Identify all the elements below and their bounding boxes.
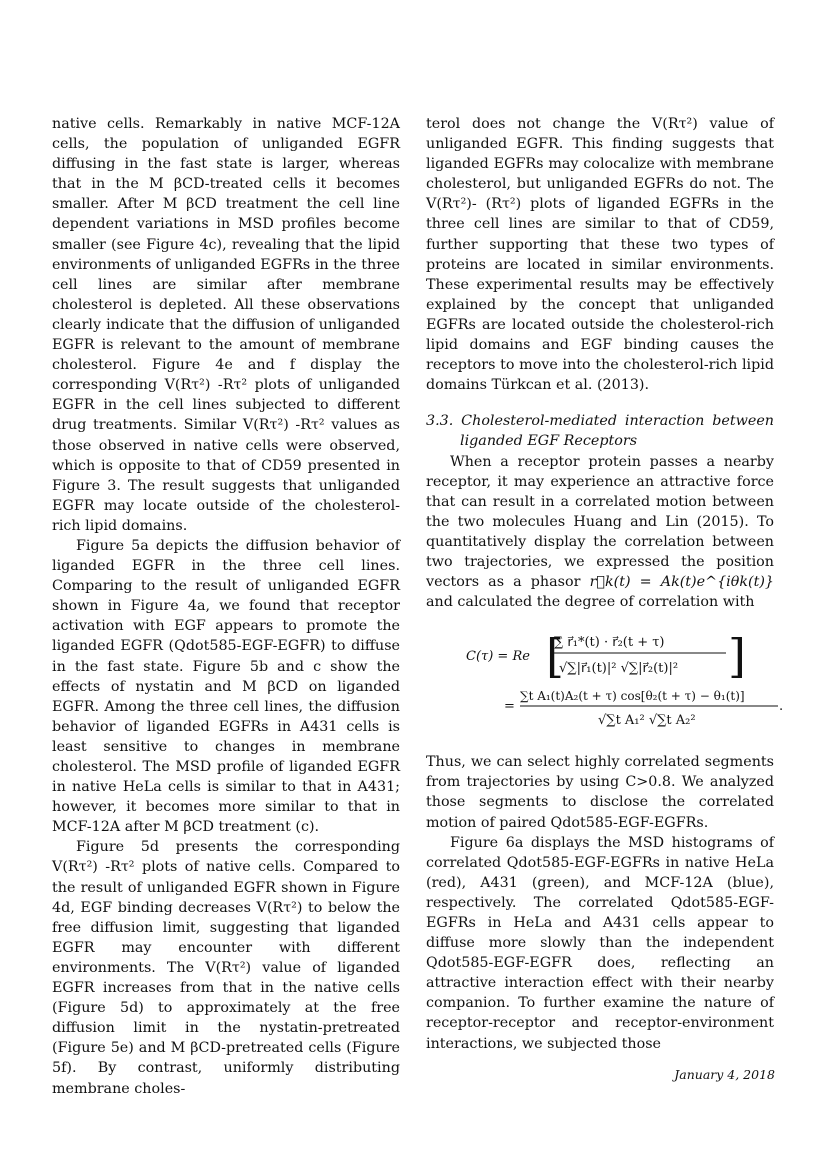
right-paragraph-1: terol does not change the V(Rτ²) value of unliganded EGFR. This finding suggests that liganded EGFRs may colocalize with membrane cholesterol, but unliganded EGFRs do not. The V(Rτ²)- (Rτ²) plots of liganded EGFRs in the three cell lines are similar to that of CD59, further supporting that these two types of proteins are located in similar environments. These experimental results may be effectively explained by the concept that unliganded EGFRs are located outside the cholesterol-rich lipid domains and EGF binding causes the receptors to move into the cholesterol-rich lipid domains Türkcan et al. (2013). <box>426 116 774 394</box>
phasor-text-after: and calculated the degree of correlation with <box>426 594 755 611</box>
equation-svg <box>426 626 786 736</box>
eq-period: . <box>779 699 784 715</box>
right-column <box>426 114 784 1054</box>
eq-lhs: C(τ) = Re <box>466 649 530 665</box>
eq-denominator-1: √∑|r⃗₁(t)|² √∑|r⃗₂(t)|² <box>559 661 679 677</box>
correlation-equation <box>426 626 784 736</box>
eq-equals: = <box>504 699 515 715</box>
left-paragraph-3: Figure 5d presents the corresponding V(Rτ²) -Rτ² plots of native cells. Compared to the result of unliganded EGFR shown in Figure 4d, EGF binding decreases V(Rτ²) to below the free diffusion limit, suggesting that liganded EGFR may encounter with different environments. The V(Rτ²) value of liganded EGFR increases from that in the native cells (Figure 5d) to approximately at the free diffusion limit in the nystatin-pretreated (Figure 5e) and M βCD-pretreated cells (Figure 5f). By contrast, uniformly distributing membrane choles- <box>52 839 400 1097</box>
right-paragraph-2 <box>426 452 774 613</box>
eq-numerator-1: ∑ r⃗₁*(t) · r⃗₂(t + τ) <box>554 635 665 651</box>
right-paragraph-3: Thus, we can select highly correlated segments from trajectories by using C>0.8. We analyzed those segments to disclose the correlated motion of paired Qdot585-EGF-EGFRs. <box>426 754 774 831</box>
left-paragraph-1: native cells. Remarkably in native MCF-12A cells, the population of unliganded EGFR diffusing in the fast state is larger, whereas that in the M βCD-treated cells it becomes smaller. After M βCD treatment the cell line dependent variations in MSD profiles become smaller (see Figure 4c), revealing that the lipid environments of unliganded EGFRs in the three cell lines are similar after membrane cholesterol is depleted. All these observations clearly indicate that the diffusion of unliganded EGFR is relevant to the amount of membrane cholesterol. Figure 4e and f display the corresponding V(Rτ²) -Rτ² plots of unliganded EGFR in the cell lines subjected to different drug treatments. Similar V(Rτ²) -Rτ² values as those observed in native cells were observed, which is opposite to that of CD59 presented in Figure 3. The result suggests that unliganded EGFR may locate outside of the cholesterol-rich lipid domains. <box>52 116 400 534</box>
left-paragraph-2: Figure 5a depicts the diffusion behavior of liganded EGFR in the three cell lines. Comparing to the result of unliganded EGFR shown in Figure 4a, we found that receptor activation with EGF appears to promote the liganded EGFR (Qdot585-EGF-EGFR) to diffuse in the fast state. Figure 5b and c show the effects of nystatin and M βCD on liganded EGFR. Among the three cell lines, the diffusion behavior of liganded EGFRs in A431 cells is least sensitive to changes in membrane cholesterol. The MSD profile of liganded EGFR in native HeLa cells is similar to that in A431; however, it becomes more similar to that in MCF-12A after M βCD treatment (c). <box>52 537 400 836</box>
eq-numerator-2: ∑t A₁(t)A₂(t + τ) cos[θ₂(t + τ) − θ₁(t)] <box>520 689 745 704</box>
eq-right-bracket: ] <box>728 629 746 684</box>
eq-left-bracket: [ <box>546 629 564 684</box>
left-column <box>52 114 400 1099</box>
phasor-text-before: When a receptor protein passes a nearby receptor, it may experience an attractive force that can result in a correlated motion between the two molecules Huang and Lin (2015). To quantitatively display the correlation between two trajectories, we expressed the position vectors as a phasor <box>426 453 774 591</box>
right-paragraph-4: Figure 6a displays the MSD histograms of correlated Qdot585-EGF-EGFRs in native HeLa (red), A431 (green), and MCF-12A (blue), respectively. The correlated Qdot585-EGF-EGFRs in HeLa and A431 cells appear to diffuse more slowly than the independent Qdot585-EGF-EGFR does, reflecting an attractive interaction effect with their nearby companion. To further examine the nature of receptor-receptor and receptor-environment interactions, we subjected those <box>426 834 774 1052</box>
page-footer-date: January 4, 2018 <box>674 1067 775 1082</box>
eq-denominator-2: √∑t A₁² √∑t A₂² <box>598 713 696 729</box>
section-heading: 3.3. Cholesterol-mediated interaction between liganded EGF Receptors <box>426 413 774 450</box>
phasor-math: r⃗k(t) = Ak(t)e^{iθk(t)} <box>589 574 775 591</box>
